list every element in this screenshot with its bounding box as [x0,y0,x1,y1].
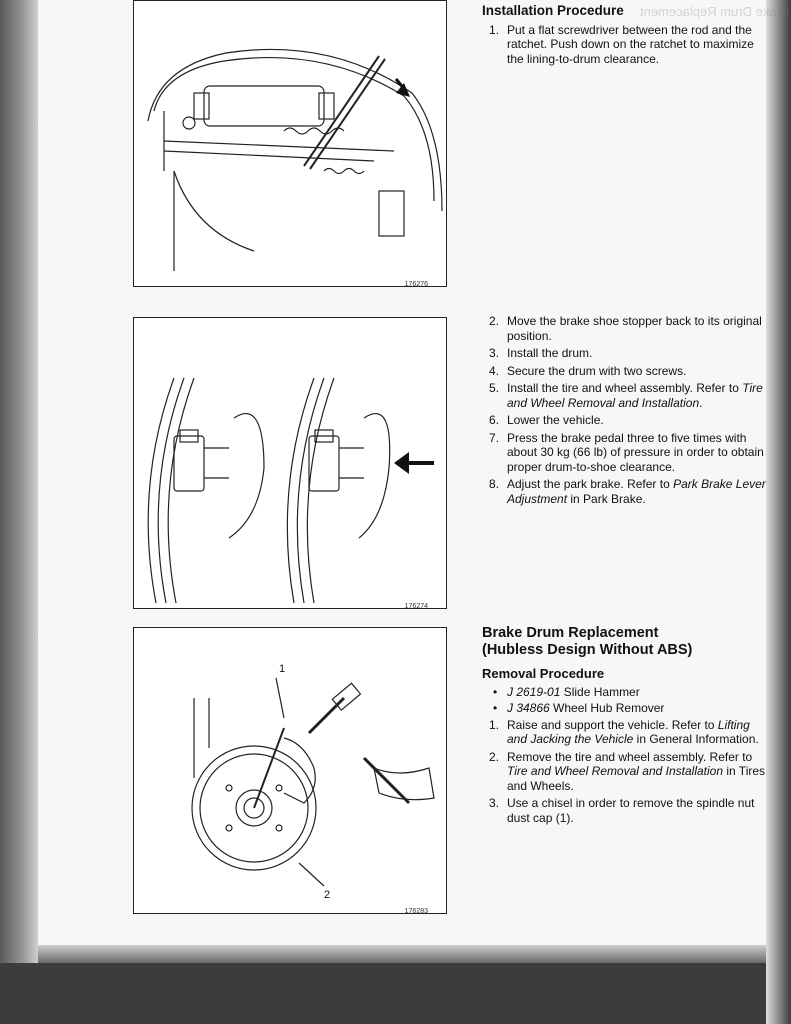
figure-number: 176274 [404,603,428,610]
bleed-through-right-title: Brake Drum Replacement [640,4,790,19]
brake-shoe-stopper-illustration [134,318,446,608]
cross-reference: Park Brake Lever Adjustment [507,477,766,506]
install-step: 8. Adjust the park brake. Refer to Park Brake Lever Adjustment in Park Brake. [489,477,766,506]
cross-reference: Tire and Wheel Removal and Installation [507,764,724,778]
install-step: 3. Install the drum. [489,346,593,360]
removal-step: 3. Use a chisel in order to remove the spindle nut dust cap (1). [489,796,755,825]
figure-number: 176283 [404,908,428,915]
installation-procedure-continued [482,314,767,509]
install-step: 7. Press the brake pedal three to five times with about 30 kg (66 lb) of pressure in order to obtain proper drum-to-shoe clearance. [489,430,764,474]
figure-dust-cap-removal [133,627,447,914]
install-step: 5. Install the tire and wheel assembly. Refer to Tire and Wheel Removal and Installation. [489,381,763,410]
cross-reference: Tire and Wheel Removal and Installation [507,381,763,410]
tool-item: • J 2619-01 Slide Hammer [493,684,640,699]
removal-heading: Removal Procedure [482,666,605,681]
install-step: 6. Lower the vehicle. [489,413,604,427]
installation-procedure [482,4,767,69]
section-title: Brake Drum Replacement (Hubless Design Without ABS) [482,625,693,658]
installation-heading: Installation Procedure [482,3,624,18]
figure-number: 176276 [404,281,428,288]
removal-step: 2. Remove the tire and wheel assembly. Refer to Tire and Wheel Removal and Installation in Tires and Wheels. [489,749,766,793]
figure-ratchet-adjust [133,0,447,287]
book-spine-shadow [0,0,40,1024]
callout-1: 1 [279,663,286,675]
install-step: 1. Put a flat screwdriver between the rod and the ratchet. Push down on the ratchet to maximize the lining-to-drum clearance. [489,22,754,66]
page-right-edge [766,0,791,1024]
install-step: 2. Move the brake shoe stopper back to its original position. [489,314,762,343]
ratchet-illustration [134,1,446,286]
cross-reference: Lifting and Jacking the Vehicle [507,717,750,746]
brake-drum-replacement [482,625,767,828]
callout-2: 2 [324,889,331,901]
page-bottom-edge [38,945,768,963]
figure-brake-shoe-stopper [133,317,447,609]
install-step: 4. Secure the drum with two screws. [489,363,687,378]
removal-step: 1. Raise and support the vehicle. Refer to Lifting and Jacking the Vehicle in General Information. [489,717,759,746]
tools-list [482,685,767,716]
dust-cap-removal-illustration [134,628,446,913]
tool-item: • J 34866 Wheel Hub Remover [493,701,665,715]
scanner-background [0,963,791,1024]
